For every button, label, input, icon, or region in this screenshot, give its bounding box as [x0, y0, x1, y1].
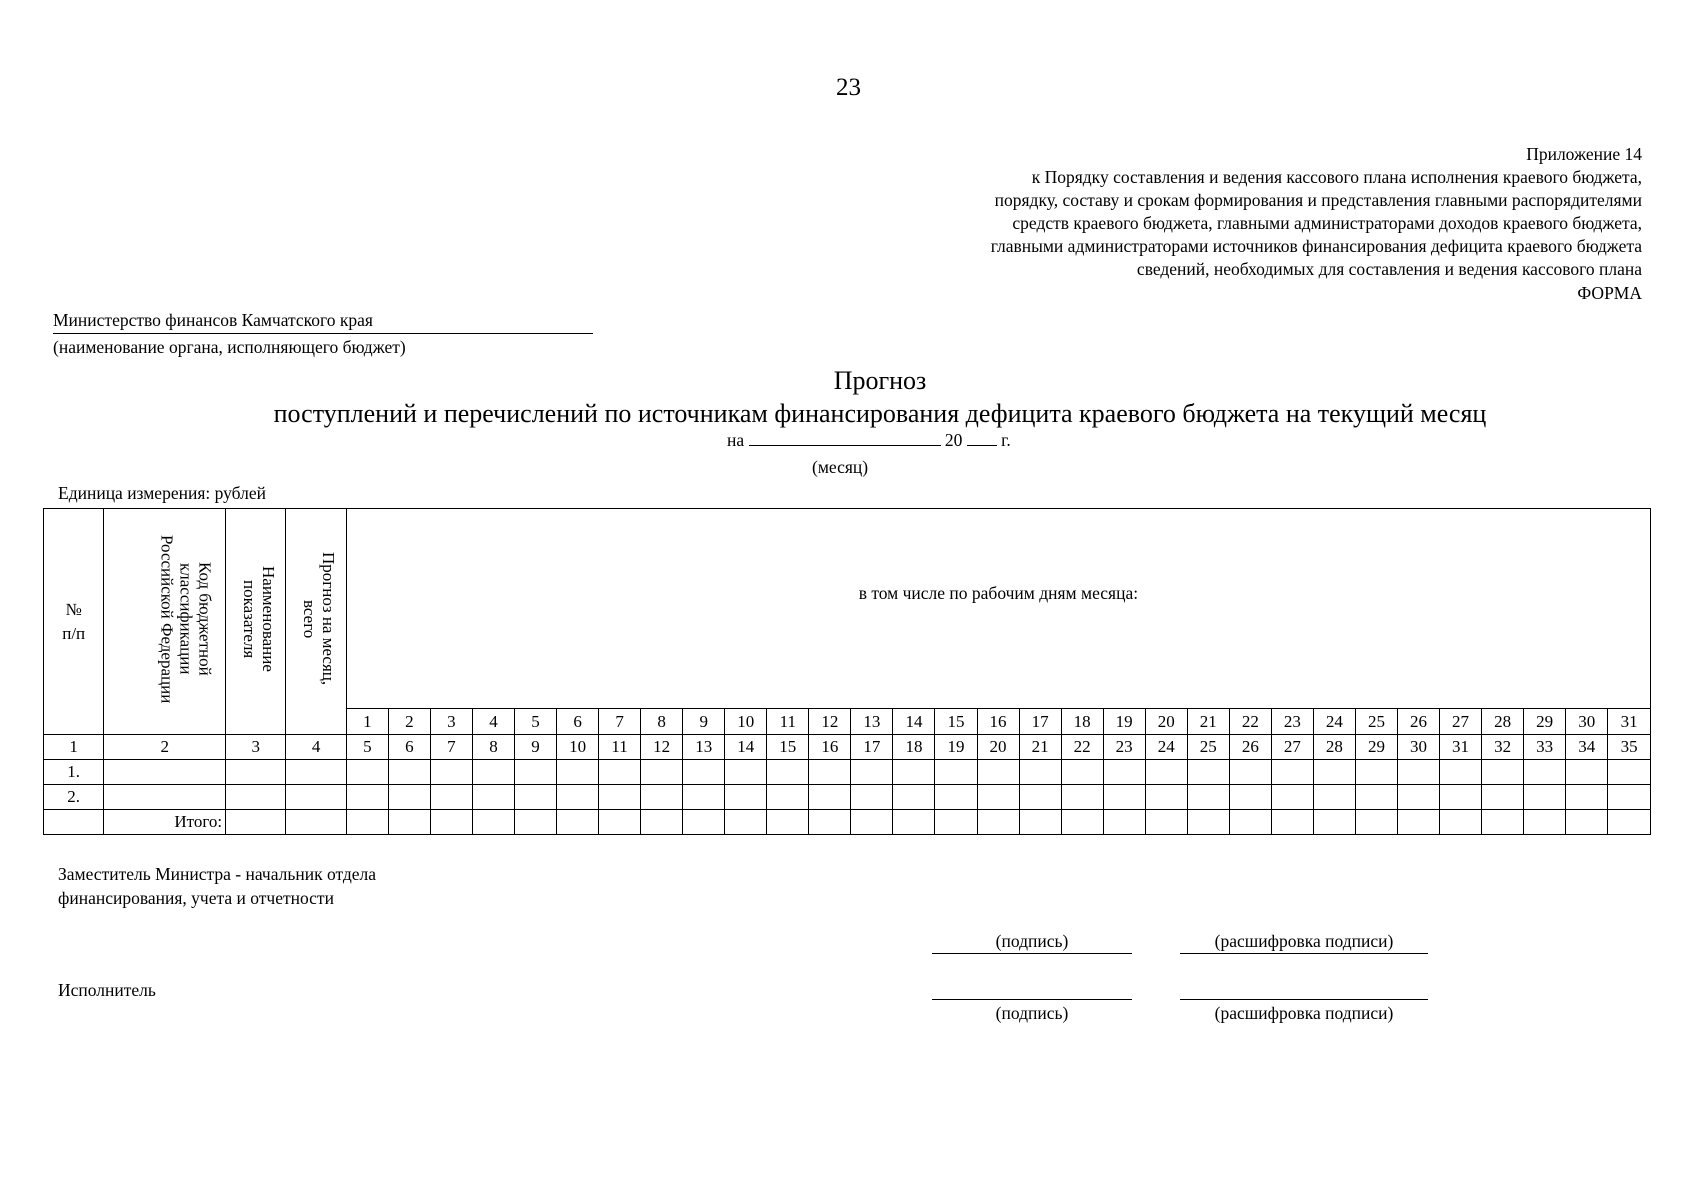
- column-number-cell: 9: [515, 735, 557, 760]
- column-number-cell: 35: [1608, 735, 1651, 760]
- table-row: [44, 785, 1651, 810]
- table-cell: [1440, 785, 1482, 810]
- table-cell: [641, 785, 683, 810]
- table-cell: [1608, 810, 1651, 835]
- table-cell: [286, 810, 346, 835]
- day-number-cell: 16: [977, 709, 1019, 735]
- day-number-cell: 18: [1061, 709, 1103, 735]
- header-forecast-label: Прогноз на месяц, всего: [300, 552, 339, 686]
- table-cell: [1313, 785, 1355, 810]
- table-cell: [725, 810, 767, 835]
- column-number-cell: 28: [1313, 735, 1355, 760]
- table-cell: [1397, 785, 1439, 810]
- executor-signature-caption: (подпись): [995, 1003, 1069, 1023]
- header-num-label: № п/п: [62, 599, 86, 643]
- day-number-cell: 23: [1271, 709, 1313, 735]
- column-number-cell: 11: [599, 735, 641, 760]
- table-cell: [1355, 785, 1397, 810]
- column-number-cell: 24: [1145, 735, 1187, 760]
- table-cell: [1608, 760, 1651, 785]
- table-cell: [1103, 785, 1145, 810]
- column-number-cell: 2: [104, 735, 226, 760]
- column-number-cell: 29: [1355, 735, 1397, 760]
- appendix-line: Приложение 14: [1526, 144, 1642, 164]
- day-number-cell: 1: [346, 709, 388, 735]
- column-number-cell: 16: [809, 735, 851, 760]
- column-number-cell: 22: [1061, 735, 1103, 760]
- table-cell: [430, 785, 472, 810]
- table-cell: [809, 760, 851, 785]
- table-cell: [1061, 785, 1103, 810]
- day-number-cell: 7: [599, 709, 641, 735]
- table-cell: [1229, 760, 1271, 785]
- table-cell: [683, 810, 725, 835]
- table-cell: [515, 810, 557, 835]
- day-number-cell: 6: [557, 709, 599, 735]
- header-num: [44, 509, 104, 735]
- table-cell: [1271, 760, 1313, 785]
- table-header-row: [44, 509, 1651, 709]
- table-cell: [472, 785, 514, 810]
- appendix-header: [991, 143, 1642, 305]
- column-number-cell: 25: [1187, 735, 1229, 760]
- table-cell: [1524, 785, 1566, 810]
- table-cell: [1103, 810, 1145, 835]
- unit-of-measure: Единица измерения: рублей: [58, 483, 266, 503]
- executor-decode-caption: (расшифровка подписи): [1214, 1003, 1394, 1023]
- header-days-caption: в том числе по рабочим дням месяца:: [346, 509, 1650, 709]
- table-cell: [1397, 760, 1439, 785]
- row-label: [104, 785, 226, 810]
- column-number-cell: 34: [1566, 735, 1608, 760]
- column-number-cell: 5: [346, 735, 388, 760]
- form-label: ФОРМА: [1577, 282, 1642, 303]
- column-number-cell: 13: [683, 735, 725, 760]
- table-cell: [767, 810, 809, 835]
- column-number-cell: 23: [1103, 735, 1145, 760]
- table-cell: [725, 760, 767, 785]
- table-cell: [1566, 760, 1608, 785]
- table-cell: [557, 785, 599, 810]
- table-cell: [1061, 760, 1103, 785]
- table-cell: [388, 810, 430, 835]
- table-cell: [977, 810, 1019, 835]
- table-cell: [1061, 810, 1103, 835]
- column-number-cell: 15: [767, 735, 809, 760]
- organization-caption: (наименование органа, исполняющего бюджет): [53, 337, 406, 357]
- day-number-cell: 25: [1355, 709, 1397, 735]
- column-number-cell: 17: [851, 735, 893, 760]
- day-number-cell: 21: [1187, 709, 1229, 735]
- column-number-cell: 1: [44, 735, 104, 760]
- table-cell: [1524, 810, 1566, 835]
- table-cell: [599, 760, 641, 785]
- table-cell: [1355, 810, 1397, 835]
- document-subtitle: поступлений и перечислений по источникам финансирования дефицита краевого бюджета на текущий месяц: [273, 399, 1487, 428]
- header-code-label: Код бюджетной классификации Российской Федерации: [157, 534, 215, 704]
- organization-name: Министерство финансов Камчатского края: [53, 310, 593, 334]
- table-cell: [977, 785, 1019, 810]
- table-cell: [641, 760, 683, 785]
- column-number-cell: 4: [286, 735, 346, 760]
- day-number-cell: 29: [1524, 709, 1566, 735]
- day-number-cell: 3: [430, 709, 472, 735]
- table-cell: [767, 760, 809, 785]
- table-cell: [1608, 785, 1651, 810]
- month-caption: (месяц): [812, 457, 869, 477]
- table-cell: [851, 785, 893, 810]
- table-cell: [851, 810, 893, 835]
- table-cell: [767, 785, 809, 810]
- day-number-cell: 26: [1397, 709, 1439, 735]
- table-cell: [809, 810, 851, 835]
- day-number-cell: 14: [893, 709, 935, 735]
- header-code: [104, 509, 226, 735]
- table-cell: [557, 760, 599, 785]
- appendix-line: к Порядку составления и ведения кассового плана исполнения краевого бюджета,: [1031, 167, 1642, 188]
- table-cell: [725, 785, 767, 810]
- table-cell: [1229, 810, 1271, 835]
- date-line: [727, 430, 1011, 451]
- column-number-cell: 12: [641, 735, 683, 760]
- table-cell: [226, 760, 286, 785]
- table-cell: [977, 760, 1019, 785]
- row-num: [44, 810, 104, 835]
- column-number-cell: 31: [1440, 735, 1482, 760]
- table-cell: [1187, 760, 1229, 785]
- day-number-cell: 4: [472, 709, 514, 735]
- day-number-cell: 24: [1313, 709, 1355, 735]
- day-number-cell: 13: [851, 709, 893, 735]
- table-cell: [1566, 785, 1608, 810]
- column-number-cell: 30: [1397, 735, 1439, 760]
- header-name: [226, 509, 286, 735]
- table-cell: [1355, 760, 1397, 785]
- date-year: 20: [944, 430, 963, 450]
- column-number-cell: 18: [893, 735, 935, 760]
- day-number-cell: 12: [809, 709, 851, 735]
- table-cell: [1524, 760, 1566, 785]
- table-cell: [346, 785, 388, 810]
- table-cell: [430, 810, 472, 835]
- table-cell: [286, 760, 346, 785]
- table-cell: [1566, 810, 1608, 835]
- appendix-line: главными администраторами источников финансирования дефицита краевого бюджета: [990, 236, 1642, 257]
- column-number-cell: 8: [472, 735, 514, 760]
- table-cell: [935, 785, 977, 810]
- column-number-cell: 7: [430, 735, 472, 760]
- column-number-cell: 14: [725, 735, 767, 760]
- executor-decode-line: [1180, 998, 1428, 1000]
- column-number-row: [44, 735, 1651, 760]
- table-cell: [893, 810, 935, 835]
- day-number-cell: 19: [1103, 709, 1145, 735]
- table-cell: [388, 785, 430, 810]
- day-number-cell: 30: [1566, 709, 1608, 735]
- table-cell: [935, 810, 977, 835]
- day-number-cell: 28: [1482, 709, 1524, 735]
- signature-caption: (подпись): [932, 931, 1132, 954]
- appendix-line: средств краевого бюджета, главными администраторами доходов краевого бюджета,: [1012, 213, 1642, 234]
- day-number-cell: 8: [641, 709, 683, 735]
- signature-decode-caption: (расшифровка подписи): [1180, 931, 1428, 954]
- table-cell: [1271, 810, 1313, 835]
- table-cell: [1440, 810, 1482, 835]
- appendix-line: сведений, необходимых для составления и ведения кассового плана: [1136, 259, 1642, 280]
- table-cell: [599, 785, 641, 810]
- row-num: 1.: [44, 760, 104, 785]
- table-row: [44, 810, 1651, 835]
- date-prefix: на: [727, 430, 745, 450]
- table-cell: [286, 785, 346, 810]
- table-cell: [1187, 810, 1229, 835]
- table-cell: [515, 760, 557, 785]
- table-cell: [388, 760, 430, 785]
- table-cell: [641, 810, 683, 835]
- date-suffix: г.: [1001, 430, 1011, 450]
- table-cell: [809, 785, 851, 810]
- table-cell: [1271, 785, 1313, 810]
- row-num: 2.: [44, 785, 104, 810]
- row-label: [104, 760, 226, 785]
- day-number-cell: 5: [515, 709, 557, 735]
- table-cell: [515, 785, 557, 810]
- table-cell: [346, 760, 388, 785]
- header-name-label: Наименование показателя: [239, 566, 278, 672]
- table-cell: [893, 760, 935, 785]
- appendix-line: порядку, составу и срокам формирования и представления главными распорядителями: [994, 190, 1642, 211]
- table-cell: [1482, 785, 1524, 810]
- table-cell: [1019, 810, 1061, 835]
- table-cell: [599, 810, 641, 835]
- column-number-cell: 26: [1229, 735, 1271, 760]
- table-cell: [430, 760, 472, 785]
- signatory-title-line: финансирования, учета и отчетности: [58, 888, 334, 908]
- table-cell: [851, 760, 893, 785]
- day-number-cell: 11: [767, 709, 809, 735]
- forecast-table: [43, 508, 1651, 835]
- column-number-cell: 20: [977, 735, 1019, 760]
- table-cell: [472, 810, 514, 835]
- day-number-cell: 2: [388, 709, 430, 735]
- day-number-cell: 22: [1229, 709, 1271, 735]
- table-cell: [893, 785, 935, 810]
- header-forecast: [286, 509, 346, 735]
- organization-block: [53, 310, 593, 358]
- table-cell: [1482, 810, 1524, 835]
- page-number: 23: [836, 74, 861, 101]
- table-cell: [1313, 810, 1355, 835]
- column-number-cell: 21: [1019, 735, 1061, 760]
- table-cell: [935, 760, 977, 785]
- day-number-cell: 10: [725, 709, 767, 735]
- column-number-cell: 32: [1482, 735, 1524, 760]
- executor-signature-line: [932, 998, 1132, 1000]
- table-cell: [1145, 785, 1187, 810]
- table-cell: [1103, 760, 1145, 785]
- table-cell: [472, 760, 514, 785]
- table-cell: [1313, 760, 1355, 785]
- table-cell: [1187, 785, 1229, 810]
- table-cell: [1019, 785, 1061, 810]
- column-number-cell: 3: [226, 735, 286, 760]
- day-number-cell: 31: [1608, 709, 1651, 735]
- table-cell: [346, 810, 388, 835]
- document-title: Прогноз: [833, 366, 927, 395]
- table-cell: [226, 810, 286, 835]
- day-number-cell: 27: [1440, 709, 1482, 735]
- column-number-cell: 27: [1271, 735, 1313, 760]
- table-cell: [683, 785, 725, 810]
- table-cell: [557, 810, 599, 835]
- column-number-cell: 19: [935, 735, 977, 760]
- column-number-cell: 6: [388, 735, 430, 760]
- table-cell: [1397, 810, 1439, 835]
- signatory-title-line: Заместитель Министра - начальник отдела: [58, 864, 377, 884]
- day-number-cell: 17: [1019, 709, 1061, 735]
- table-cell: [1145, 760, 1187, 785]
- table-cell: [226, 785, 286, 810]
- table-row: [44, 760, 1651, 785]
- signatory-title: [58, 862, 376, 910]
- executor-label: Исполнитель: [58, 980, 156, 1000]
- table-cell: [1145, 810, 1187, 835]
- table-cell: [1019, 760, 1061, 785]
- day-number-cell: 20: [1145, 709, 1187, 735]
- table-cell: [1482, 760, 1524, 785]
- row-total-label: Итого:: [104, 810, 226, 835]
- year-blank: [967, 444, 997, 446]
- day-number-cell: 9: [683, 709, 725, 735]
- column-number-cell: 10: [557, 735, 599, 760]
- day-number-cell: 15: [935, 709, 977, 735]
- month-blank: [749, 444, 941, 446]
- table-cell: [683, 760, 725, 785]
- column-number-cell: 33: [1524, 735, 1566, 760]
- table-cell: [1229, 785, 1271, 810]
- table-cell: [1440, 760, 1482, 785]
